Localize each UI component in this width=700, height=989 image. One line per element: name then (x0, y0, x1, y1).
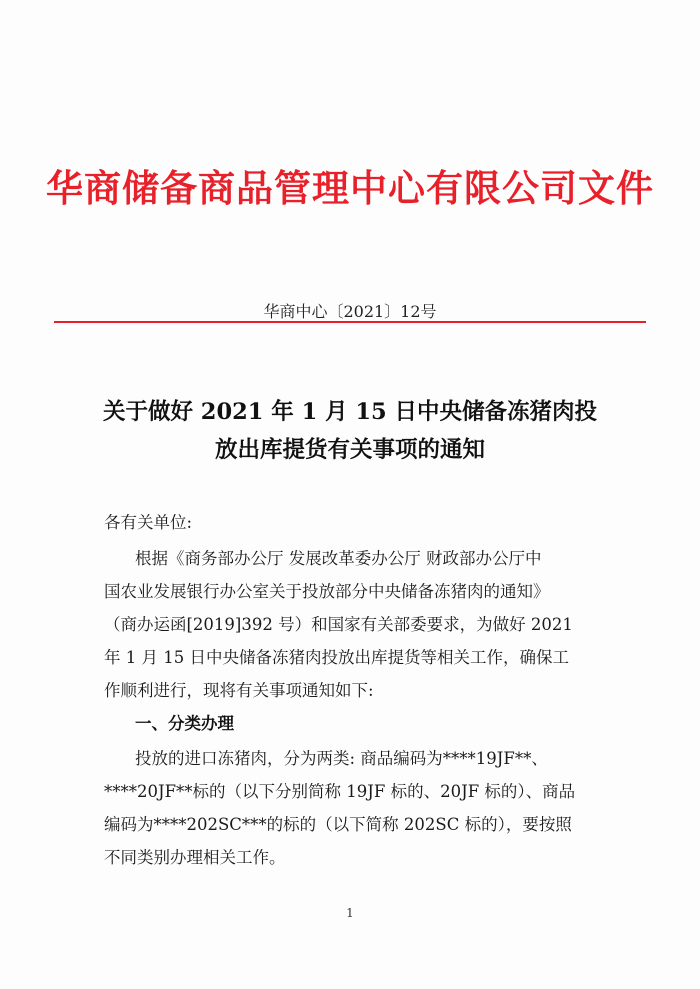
section-1-heading: 一、分类办理 (135, 714, 234, 733)
salutation: 各有关单位: (104, 513, 193, 532)
paragraph-1-line-5: 作顺利进行，现将有关事项通知如下: (104, 681, 374, 700)
page-number: 1 (346, 906, 354, 920)
document-title (70, 393, 630, 469)
title-line-2: 放出库提货有关事项的通知 (214, 437, 485, 463)
paragraph-1-line-2: 国农业发展银行办公室关于投放部分中央储备冻猪肉的通知》 (104, 582, 550, 601)
paragraph-2-line-4: 不同类别办理相关工作。 (104, 848, 286, 867)
paragraph-1-line-4: 年 1 月 15 日中央储备冻猪肉投放出库提货等相关工作，确保工 (104, 648, 569, 667)
paragraph-2-line-3: 编码为****202SC***的标的（以下简称 202SC 标的），要按照 (104, 815, 572, 834)
paragraph-2-line-1: 投放的进口冻猪肉，分为两类: 商品编码为****19JF**、 (135, 749, 548, 768)
organization-header: 华商储备商品管理中心有限公司文件 (46, 167, 654, 210)
red-divider-line (54, 321, 646, 323)
paragraph-2-line-2: ****20JF**标的（以下分别简称 19JF 标的、20JF 标的）、商品 (104, 782, 576, 801)
paragraph-1-line-1: 根据《商务部办公厅 发展改革委办公厅 财政部办公厅中 (135, 549, 542, 568)
paragraph-1-line-3: （商办运函[2019]392 号）和国家有关部委要求，为做好 2021 (104, 615, 573, 634)
title-line-1: 关于做好 2021 年 1 月 15 日中央储备冻猪肉投 (102, 399, 598, 425)
document-number: 华商中心〔2021〕12号 (263, 302, 437, 321)
